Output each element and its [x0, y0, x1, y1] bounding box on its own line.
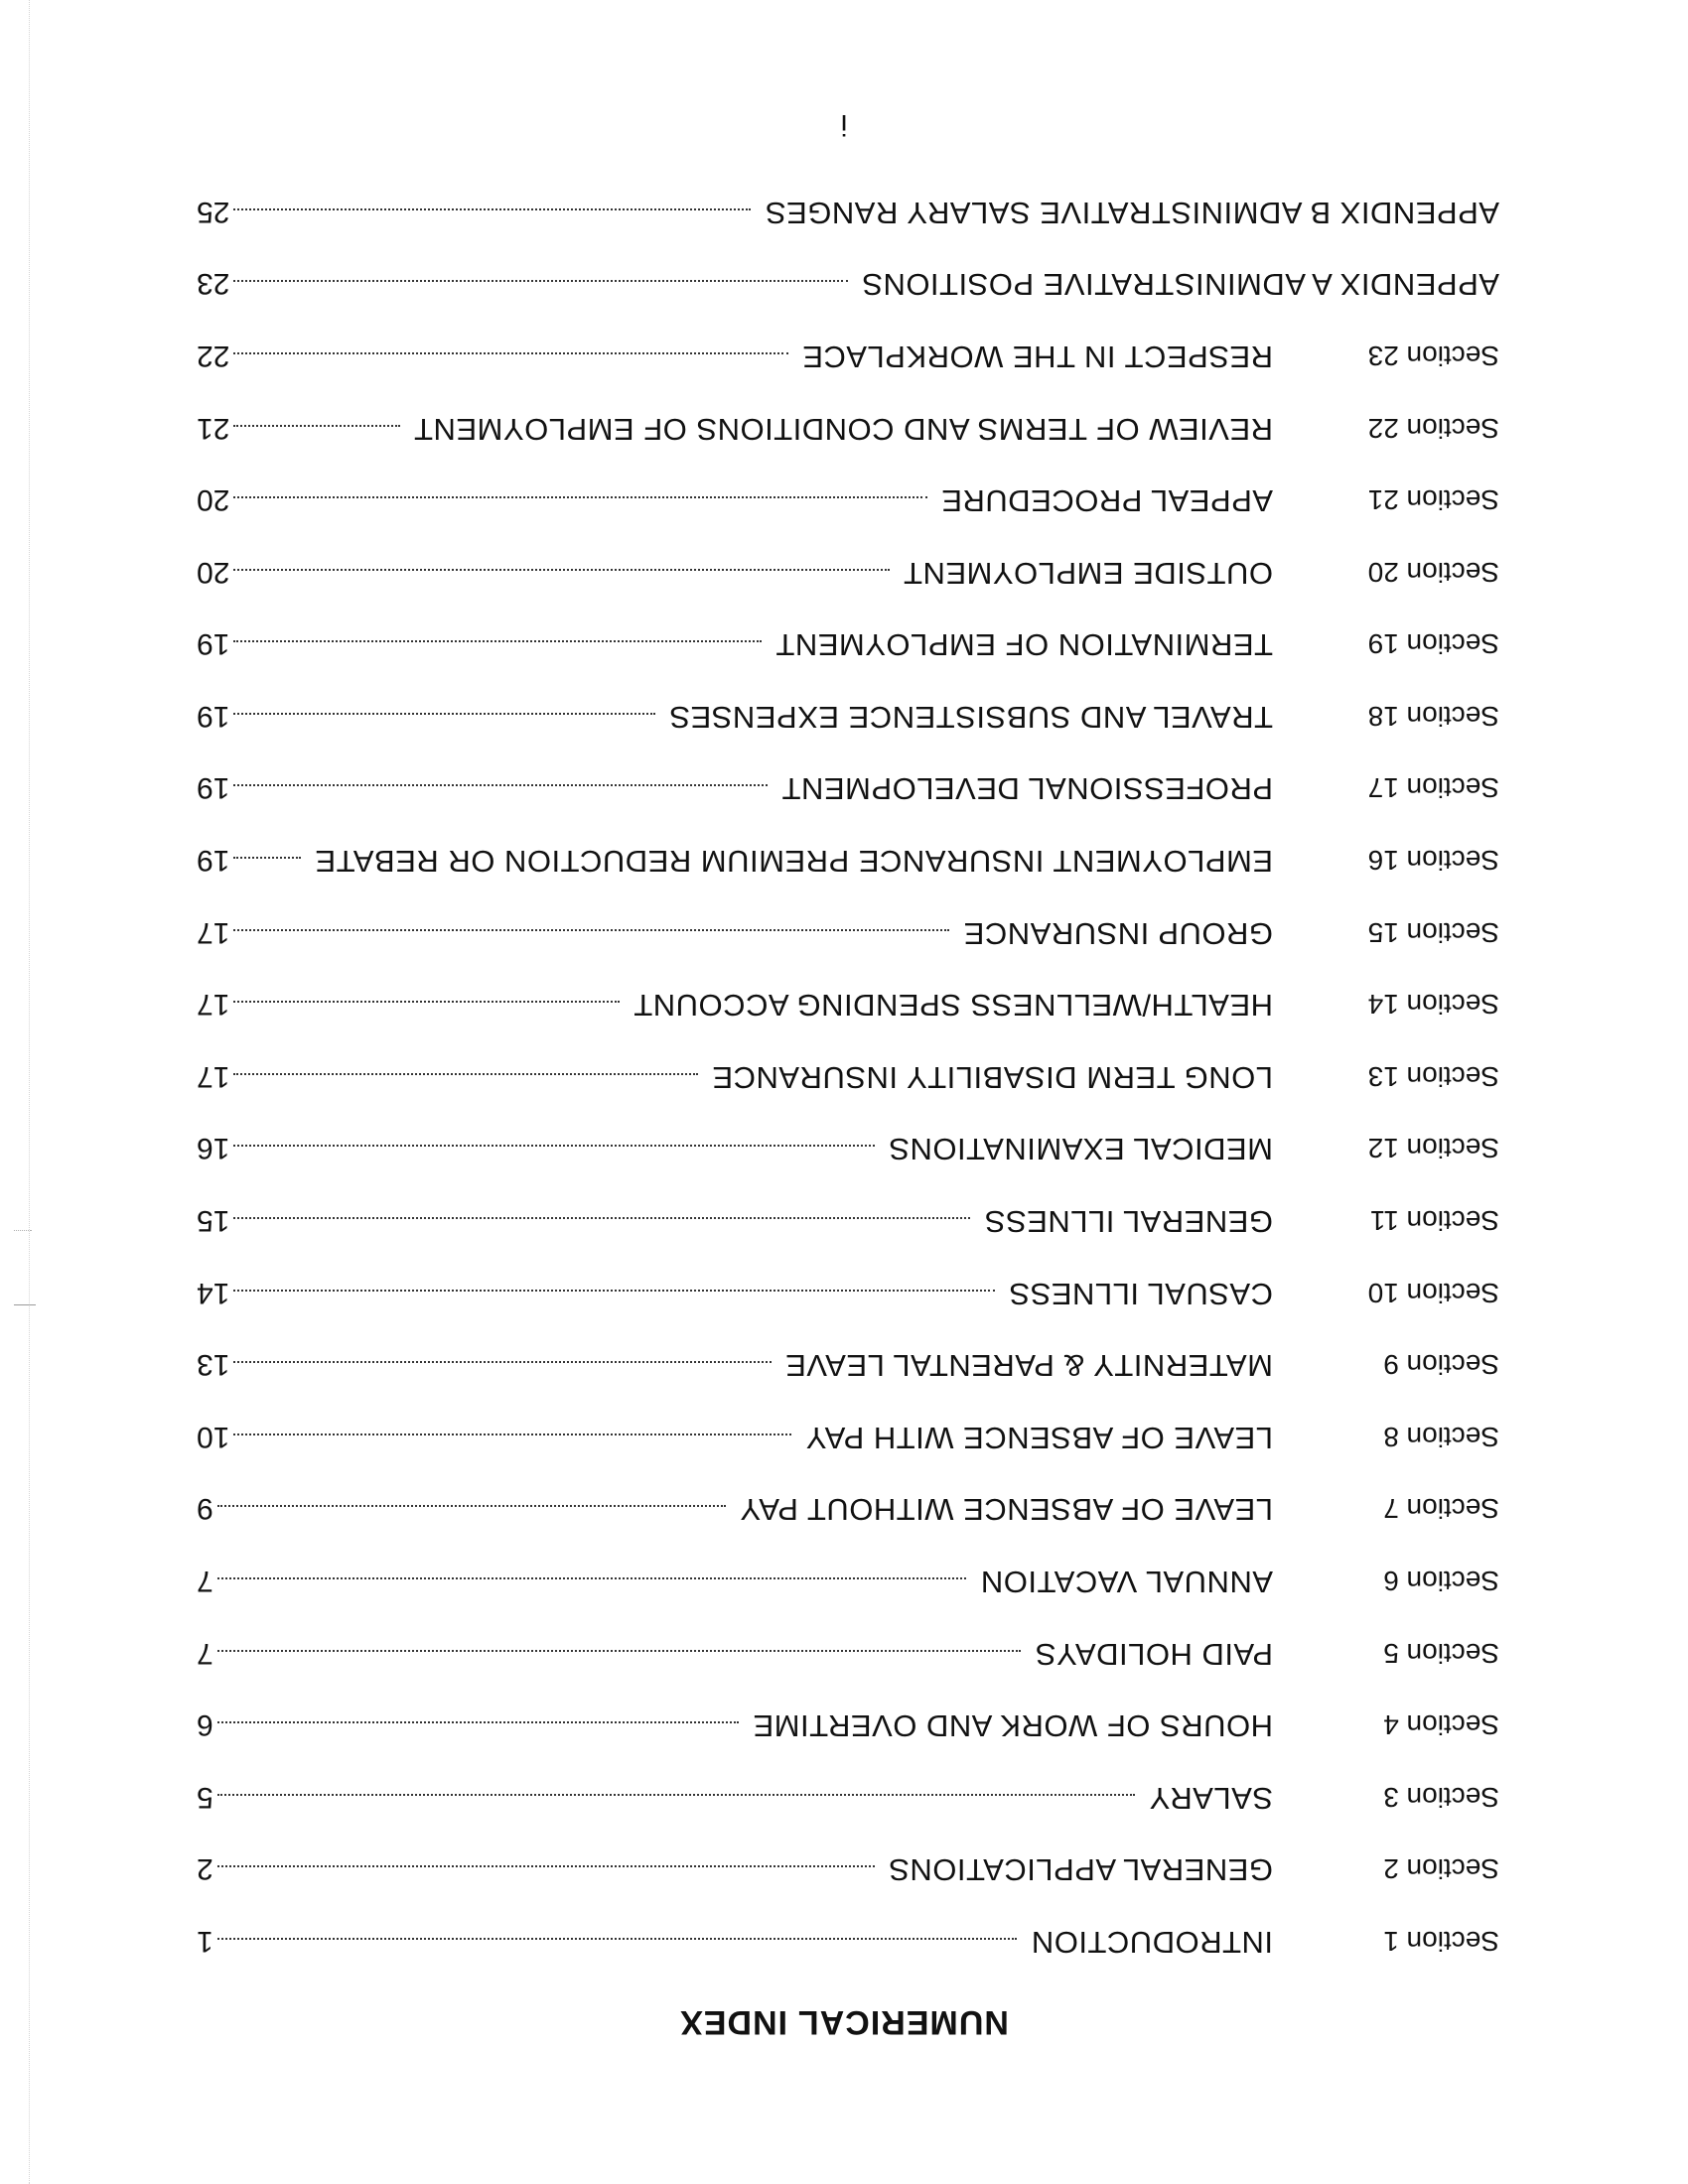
section-number: Section 8: [1383, 1421, 1499, 1452]
section-number: Section 15: [1367, 916, 1499, 948]
scanner-tick-mark: [14, 1230, 32, 1231]
page-number: 21: [197, 411, 230, 445]
page-number: 7: [197, 1636, 213, 1670]
dot-leader: [233, 1217, 970, 1219]
page-number: 19: [197, 627, 230, 661]
dot-leader: [217, 1577, 967, 1579]
dot-leader: [217, 1865, 875, 1867]
section-title: SALARY: [1149, 1780, 1273, 1816]
toc-entry: [197, 158, 1499, 230]
section-title: LONG TERM DISABILITY INSURANCE: [711, 1059, 1273, 1095]
section-title: APPENDIX B ADMINISTRATIVE SALARY RANGES: [765, 195, 1499, 230]
section-title: TRAVEL AND SUBSISTENCE EXPENSES: [668, 699, 1273, 735]
scanner-tick-mark: [14, 1304, 36, 1305]
dot-leader: [233, 352, 787, 354]
page-number: 16: [197, 1132, 230, 1165]
dot-leader: [233, 425, 399, 427]
section-number: Section 17: [1367, 772, 1499, 804]
section-title: OUTSIDE EMPLOYMENT: [903, 555, 1273, 591]
section-title: LEAVE OF ABSENCE WITHOUT PAY: [739, 1492, 1273, 1528]
toc-entry: [197, 1095, 1499, 1167]
section-number: Section 13: [1367, 1060, 1499, 1092]
page-number: 1: [197, 1925, 213, 1958]
section-title: MEDICAL EXAMINATIONS: [888, 1132, 1273, 1167]
toc-entry: [197, 735, 1499, 807]
toc-entry: [197, 374, 1499, 447]
section-number: Section 1: [1383, 1926, 1499, 1957]
page-number: 23: [197, 267, 230, 301]
page-number: 19: [197, 844, 230, 878]
dot-leader: [233, 1361, 771, 1363]
section-title: CASUAL ILLNESS: [1008, 1276, 1273, 1311]
page-number: 5: [197, 1780, 213, 1814]
section-number: Section 12: [1367, 1133, 1499, 1164]
section-number: Section 6: [1383, 1566, 1499, 1597]
toc-entry: [197, 230, 1499, 303]
dot-leader: [233, 785, 768, 787]
dot-leader: [233, 569, 889, 571]
toc-entry: [197, 1023, 1499, 1095]
section-number: Section 5: [1383, 1637, 1499, 1669]
toc-entry: [197, 1527, 1499, 1599]
dot-leader: [233, 496, 926, 498]
page-number: 20: [197, 555, 230, 589]
section-title: PROFESSIONAL DEVELOPMENT: [781, 771, 1273, 807]
dot-leader: [233, 640, 762, 642]
section-number: Section 18: [1367, 700, 1499, 732]
page-number: 15: [197, 1204, 230, 1238]
section-number: Section 20: [1367, 556, 1499, 588]
dot-leader: [217, 1505, 726, 1507]
section-title: RESPECT IN THE WORKPLACE: [801, 339, 1273, 374]
dot-leader: [217, 1650, 1022, 1652]
dot-leader: [217, 1938, 1018, 1940]
page-number: 6: [197, 1708, 213, 1742]
section-title: EMPLOYMENT INSURANCE PREMIUM REDUCTION OR REBATE: [314, 844, 1273, 880]
section-title: HEALTH/WELLNESS SPENDING ACCOUNT: [633, 988, 1273, 1024]
toc-entry: [197, 1166, 1499, 1239]
section-title: GENERAL ILLNESS: [984, 1204, 1273, 1240]
section-title: GROUP INSURANCE: [963, 915, 1273, 951]
section-number: Section 9: [1383, 1349, 1499, 1381]
page-number: 17: [197, 915, 230, 949]
section-number: Section 23: [1367, 340, 1499, 371]
page-number: 22: [197, 339, 230, 372]
page-number: 20: [197, 483, 230, 517]
page-number-footer: i: [840, 108, 848, 141]
section-number: Section 3: [1383, 1781, 1499, 1813]
section-number: Section 16: [1367, 845, 1499, 877]
page-number: 14: [197, 1276, 230, 1309]
section-number: Section 11: [1369, 1205, 1499, 1237]
page-title: NUMERICAL INDEX: [679, 2003, 1009, 2041]
section-number: Section 21: [1367, 484, 1499, 516]
dot-leader: [233, 1145, 874, 1147]
section-title: APPENDIX A ADMINISTRATIVE POSITIONS: [861, 267, 1499, 303]
page-number: 17: [197, 1059, 230, 1093]
scanner-edge-marks: [27, 0, 30, 2184]
section-number: Section 14: [1367, 989, 1499, 1021]
page-number: 13: [197, 1348, 230, 1382]
section-title: MATERNITY & PARENTAL LEAVE: [784, 1348, 1273, 1384]
dot-leader: [233, 208, 751, 210]
dot-leader: [233, 280, 847, 282]
section-title: TERMINATION OF EMPLOYMENT: [774, 627, 1273, 663]
dot-leader: [233, 713, 655, 715]
toc-entry: [197, 1239, 1499, 1311]
page-number: 7: [197, 1565, 213, 1598]
toc-entry: [197, 518, 1499, 591]
toc-entry: [197, 1743, 1499, 1816]
toc-entry: [197, 1887, 1499, 1960]
page-number: 17: [197, 988, 230, 1022]
toc-entry: [197, 1383, 1499, 1455]
page-number: 25: [197, 195, 230, 228]
section-title: ANNUAL VACATION: [980, 1565, 1273, 1600]
section-title: HOURS OF WORK AND OVERTIME: [753, 1708, 1273, 1744]
toc-entry: [197, 662, 1499, 735]
section-title: LEAVE OF ABSENCE WITH PAY: [805, 1420, 1273, 1455]
section-title: APPEAL PROCEDURE: [940, 483, 1273, 519]
toc-entry: [197, 1672, 1499, 1744]
toc-entry: [197, 951, 1499, 1024]
section-title: INTRODUCTION: [1031, 1925, 1273, 1960]
dot-leader: [233, 1073, 698, 1075]
section-number: Section 10: [1367, 1277, 1499, 1308]
page-number: 19: [197, 699, 230, 733]
toc-entry: [197, 447, 1499, 519]
table-of-contents: [197, 158, 1499, 1960]
toc-entry: [197, 879, 1499, 951]
toc-entry: [197, 807, 1499, 880]
dot-leader: [217, 1794, 1136, 1796]
dot-leader: [233, 1001, 619, 1003]
section-number: Section 4: [1383, 1709, 1499, 1741]
page-number: 10: [197, 1420, 230, 1453]
section-number: Section 19: [1367, 628, 1499, 660]
section-title: REVIEW OF TERMS AND CONDITIONS OF EMPLOYMENT: [413, 411, 1273, 447]
section-title: PAID HOLIDAYS: [1035, 1636, 1273, 1672]
section-number: Section 7: [1383, 1493, 1499, 1525]
toc-entry: [197, 1455, 1499, 1528]
section-title: GENERAL APPLICATIONS: [888, 1852, 1273, 1888]
page-number: 2: [197, 1852, 213, 1886]
page-number: 19: [197, 771, 230, 805]
dot-leader: [217, 1721, 739, 1723]
dot-leader: [233, 929, 949, 931]
toc-entry: [197, 302, 1499, 374]
dot-leader: [233, 1290, 995, 1292]
section-number: Section 22: [1367, 412, 1499, 444]
toc-entry: [197, 1816, 1499, 1888]
toc-entry: [197, 591, 1499, 663]
toc-entry: [197, 1311, 1499, 1384]
dot-leader: [233, 857, 301, 859]
dot-leader: [233, 1433, 791, 1435]
toc-entry: [197, 1599, 1499, 1672]
page-number: 9: [197, 1492, 213, 1526]
section-number: Section 2: [1383, 1853, 1499, 1885]
